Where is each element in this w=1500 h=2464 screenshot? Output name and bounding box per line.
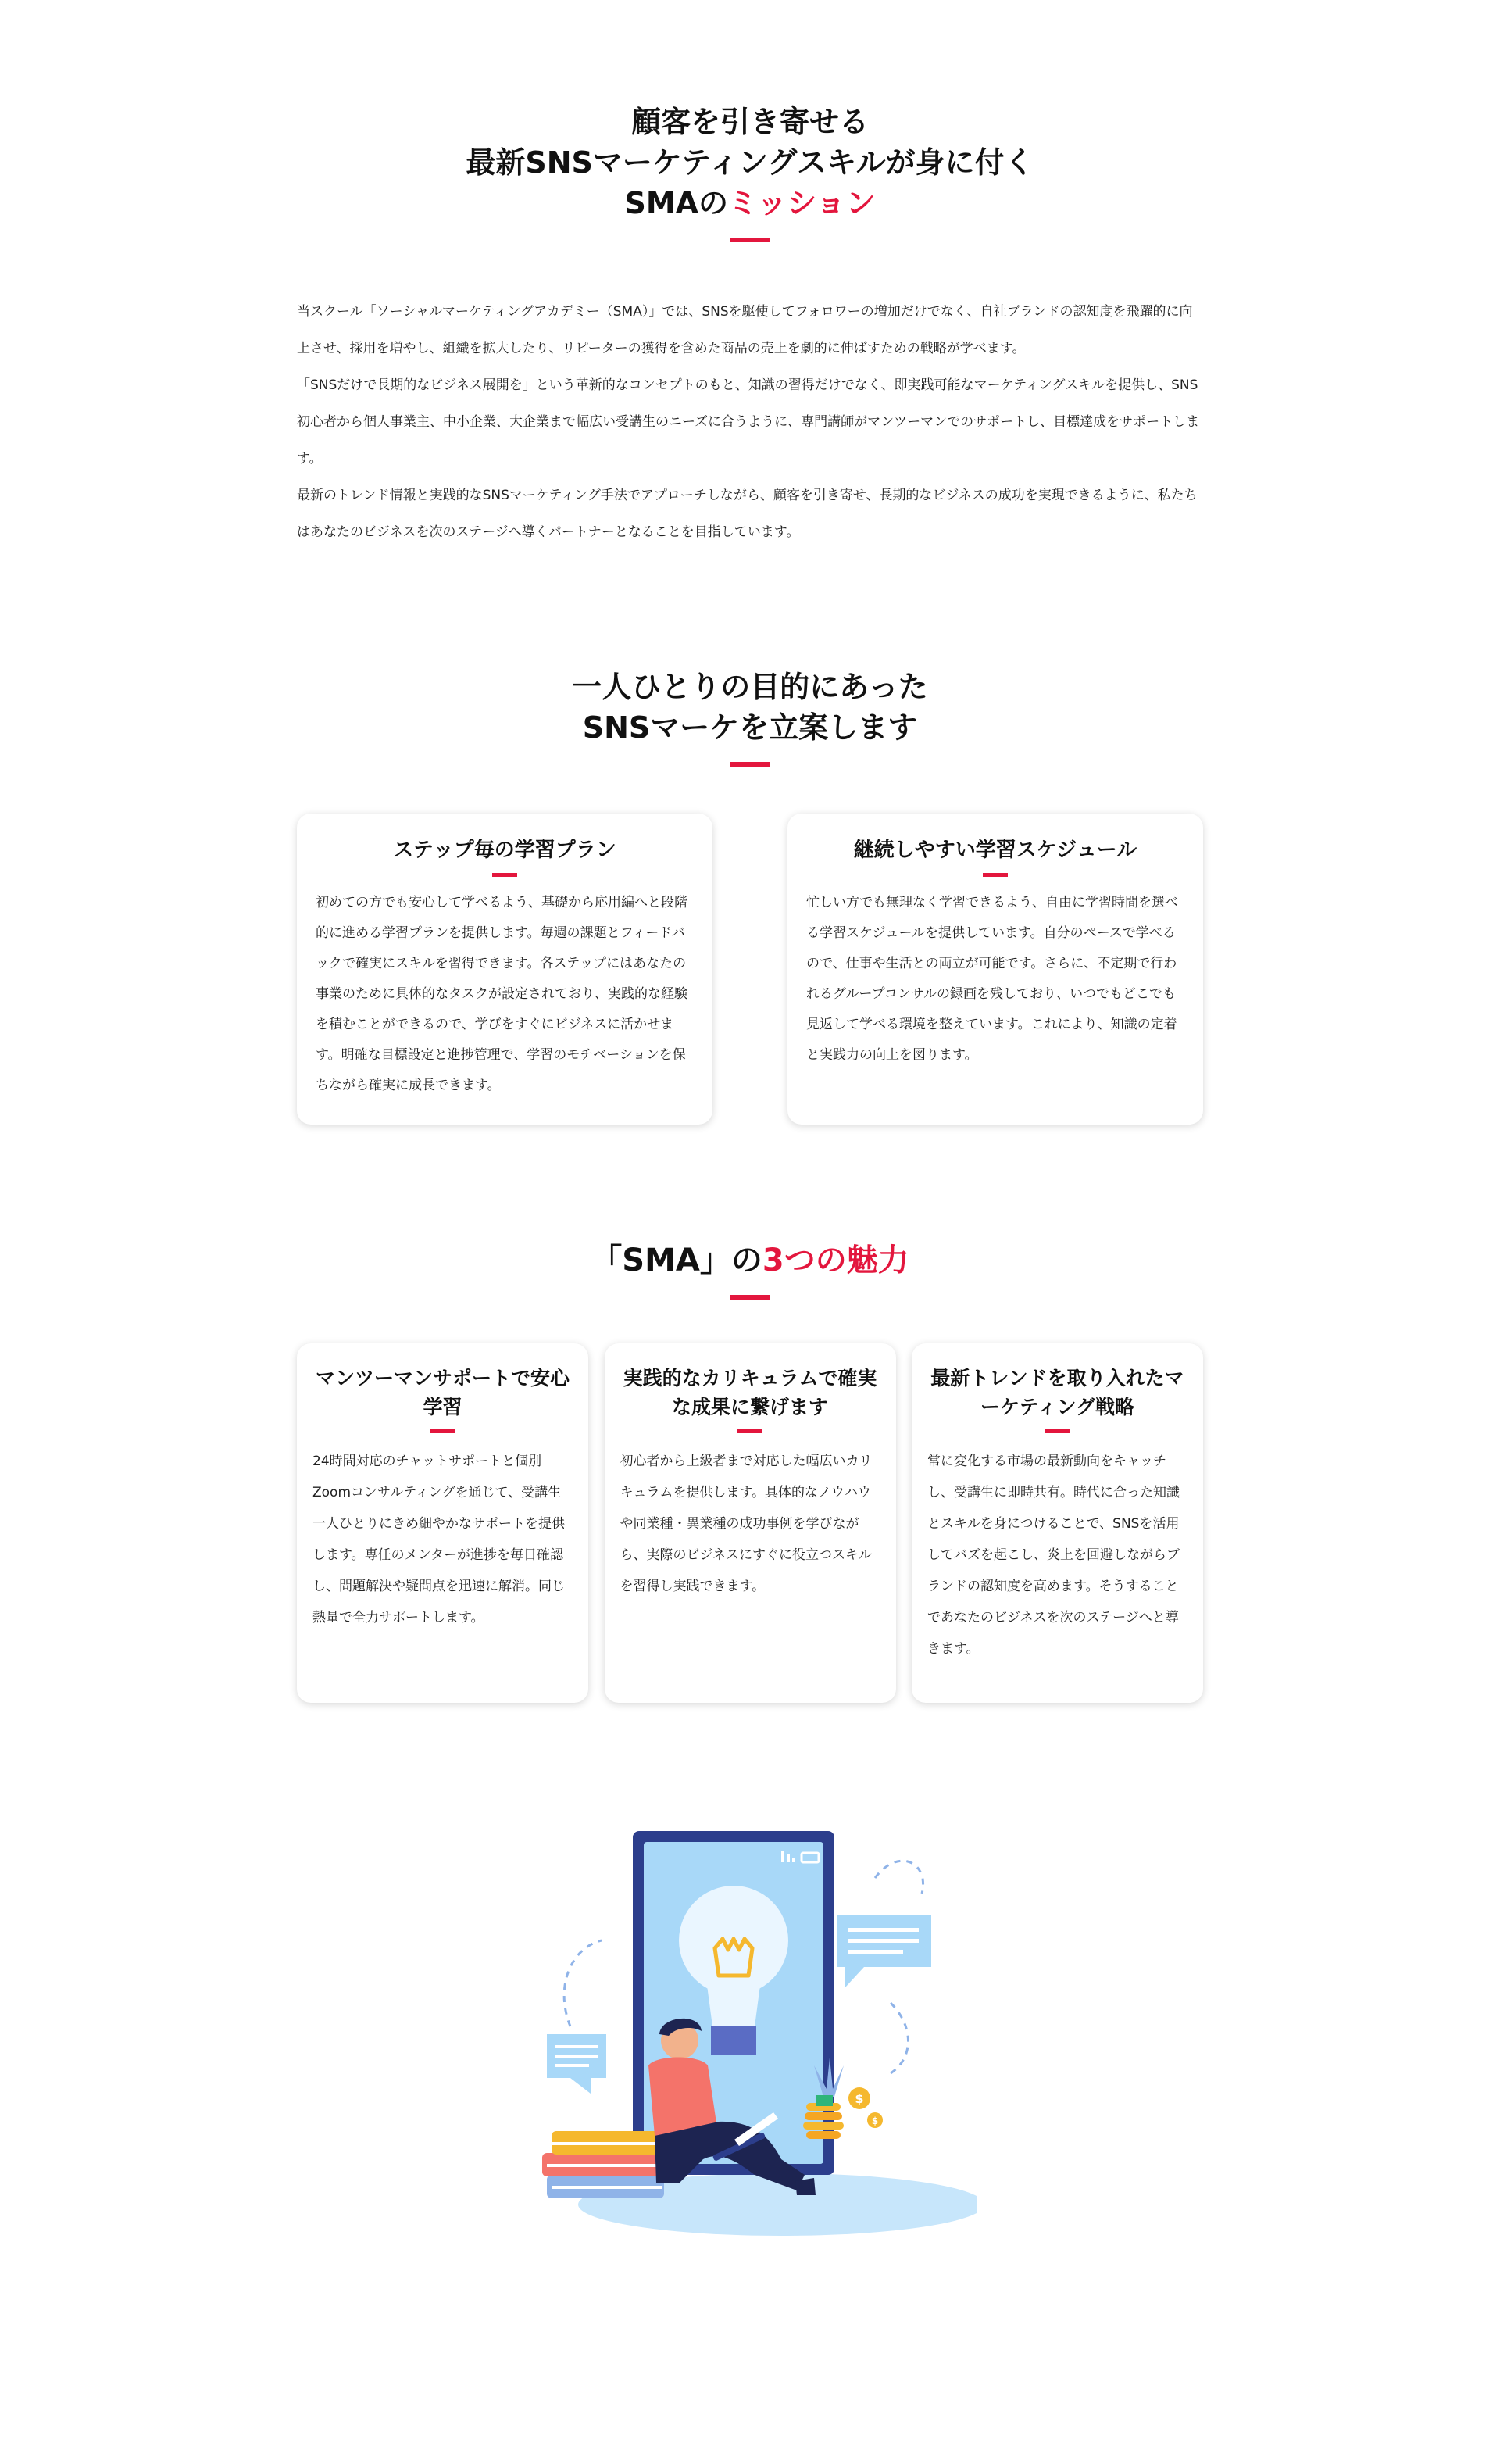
appeal-title-accent: 3つの魅力 xyxy=(762,1243,909,1278)
plans-title-line2: SNSマーケを立案します xyxy=(582,710,918,745)
card-title-underline xyxy=(983,873,1008,877)
plan-card-title: ステップ毎の学習プラン xyxy=(393,839,616,862)
appeal-card-title: 最新トレンドを取り入れたマーケティング戦略 xyxy=(930,1367,1184,1418)
mission-title-line2: 最新SNSマーケティングスキルが身に付く xyxy=(466,145,1034,180)
dashed-arc xyxy=(564,1940,602,2026)
mission-title-accent: ミッション xyxy=(728,186,876,220)
appeal-card-curriculum xyxy=(605,1343,896,1703)
appeal-card-body: 初心者から上級者まで対応した幅広いカリキュラムを提供します。具体的なノウハウや同業種・異業種の成功事例を学びながら、実際のビジネスにすぐに役立つスキルを習得し実践できます。 xyxy=(620,1454,873,1594)
dashed-arc xyxy=(875,1861,923,1894)
card-title-underline xyxy=(430,1429,455,1433)
mission-description xyxy=(297,294,1203,551)
mission-paragraph-3: 最新のトレンド情報と実践的なSNSマーケティング手法でアプローチしながら、顧客を引き寄せ、長期的なビジネスの成功を実現できるように、私たちはあなたのビジネスを次のステージへ導くパートナーとなることを目指しています。 xyxy=(297,488,1198,540)
person-laptop-lightbulb-illustration xyxy=(523,1831,977,2245)
svg-text:$: $ xyxy=(871,2115,879,2126)
plans-title xyxy=(297,667,1203,748)
appeal-title xyxy=(297,1240,1203,1281)
appeal-card-body: 24時間対応のチャットサポートと個別Zoomコンサルティングを通じて、受講生一人ひとりにきめ細やかなサポートを提供します。専任のメンターが進捗を毎日確認し、問題解決や疑問点を迅速に解消。同じ熱量で全力サポートします。 xyxy=(312,1454,565,1625)
plans-title-line1: 一人ひとりの目的にあった xyxy=(572,670,928,704)
title-underline xyxy=(730,1295,770,1300)
mission-section xyxy=(297,0,1203,551)
appeal-card-list xyxy=(297,1343,1203,1703)
appeal-card-body: 常に変化する市場の最新動向をキャッチし、受講生に即時共有。時代に合った知識とスキルを身につけることで、SNSを活用してバズを起こし、炎上を回避しながらブランドの認知度を高めます。そうすることであなたのビジネスを次のステージへと導きます。 xyxy=(927,1454,1180,1657)
illustration-svg xyxy=(523,1831,977,2245)
appeal-title-prefix: 「SMA」の xyxy=(591,1243,762,1278)
mission-paragraph-2: 「SNSだけで長期的なビジネス展開を」という革新的なコンセプトのもと、知識の習得だけでなく、即実践可能なマーケティングスキルを提供し、SNS初心者から個人事業主、中小企業、大企業まで幅広い受講生のニーズに合うように、専門講師がマンツーマンでのサポートし、目標達成をサポートします。 xyxy=(297,377,1200,467)
plan-card-body: 忙しい方でも無理なく学習できるよう、自由に学習時間を選べる学習スケジュールを提供しています。自分のペースで学べるので、仕事や生活との両立が可能です。さらに、不定期で行われるグループコンサルの録画を残しており、いつでもどこでも見返して学べる環境を整えています。これにより、知識の定着と実践力の向上を図ります。 xyxy=(806,895,1178,1063)
person-shirt xyxy=(648,2058,717,2137)
card-title-underline xyxy=(738,1429,762,1433)
appeal-section xyxy=(297,1240,1203,1703)
plan-card-body: 初めての方でも安心して学べるよう、基礎から応用編へと段階的に進める学習プランを提供します。毎週の課題とフィードバックで確実にスキルを習得できます。各ステップにはあなたの事業のために具体的なタスクが設定されており、実践的な経験を積むことができるので、学びをすぐにビジネスに活かせます。明確な目標設定と進捗管理で、学習のモチベーションを保ちながら確実に成長できます。 xyxy=(316,895,688,1093)
appeal-card-support xyxy=(297,1343,588,1703)
appeal-card-title: マンツーマンサポートで安心学習 xyxy=(315,1367,570,1418)
mission-title-prefix: SMAの xyxy=(624,186,729,220)
mission-title-line3 xyxy=(297,183,1203,224)
plan-card-list xyxy=(297,814,1203,1125)
plan-card-step xyxy=(297,814,712,1125)
mission-title xyxy=(297,102,1203,224)
title-underline xyxy=(730,762,770,767)
mission-paragraph-1: 当スクール「ソーシャルマーケティングアカデミー（SMA）」では、SNSを駆使してフォロワーの増加だけでなく、自社ブランドの認知度を飛躍的に向上させ、採用を増やし、組織を拡大したり、リピーターの獲得を含めた商品の売上を劇的に伸ばすための戦略が学べます。 xyxy=(297,304,1193,356)
plan-card-schedule xyxy=(788,814,1203,1125)
plant-pot xyxy=(816,2095,833,2106)
title-underline xyxy=(730,238,770,242)
signal-icon xyxy=(781,1851,784,1862)
mission-title-line1: 顧客を引き寄せる xyxy=(630,105,869,139)
svg-text:$: $ xyxy=(855,2091,864,2106)
appeal-card-title: 実践的なカリキュラムで確実な成果に繋げます xyxy=(623,1367,877,1418)
appeal-card-trend xyxy=(912,1343,1203,1703)
card-title-underline xyxy=(1045,1429,1070,1433)
dashed-arc xyxy=(891,2003,909,2073)
plan-card-title: 継続しやすい学習スケジュール xyxy=(853,839,1138,862)
plans-section xyxy=(297,667,1203,1125)
lightbulb-base xyxy=(711,2026,756,2055)
card-title-underline xyxy=(492,873,517,877)
